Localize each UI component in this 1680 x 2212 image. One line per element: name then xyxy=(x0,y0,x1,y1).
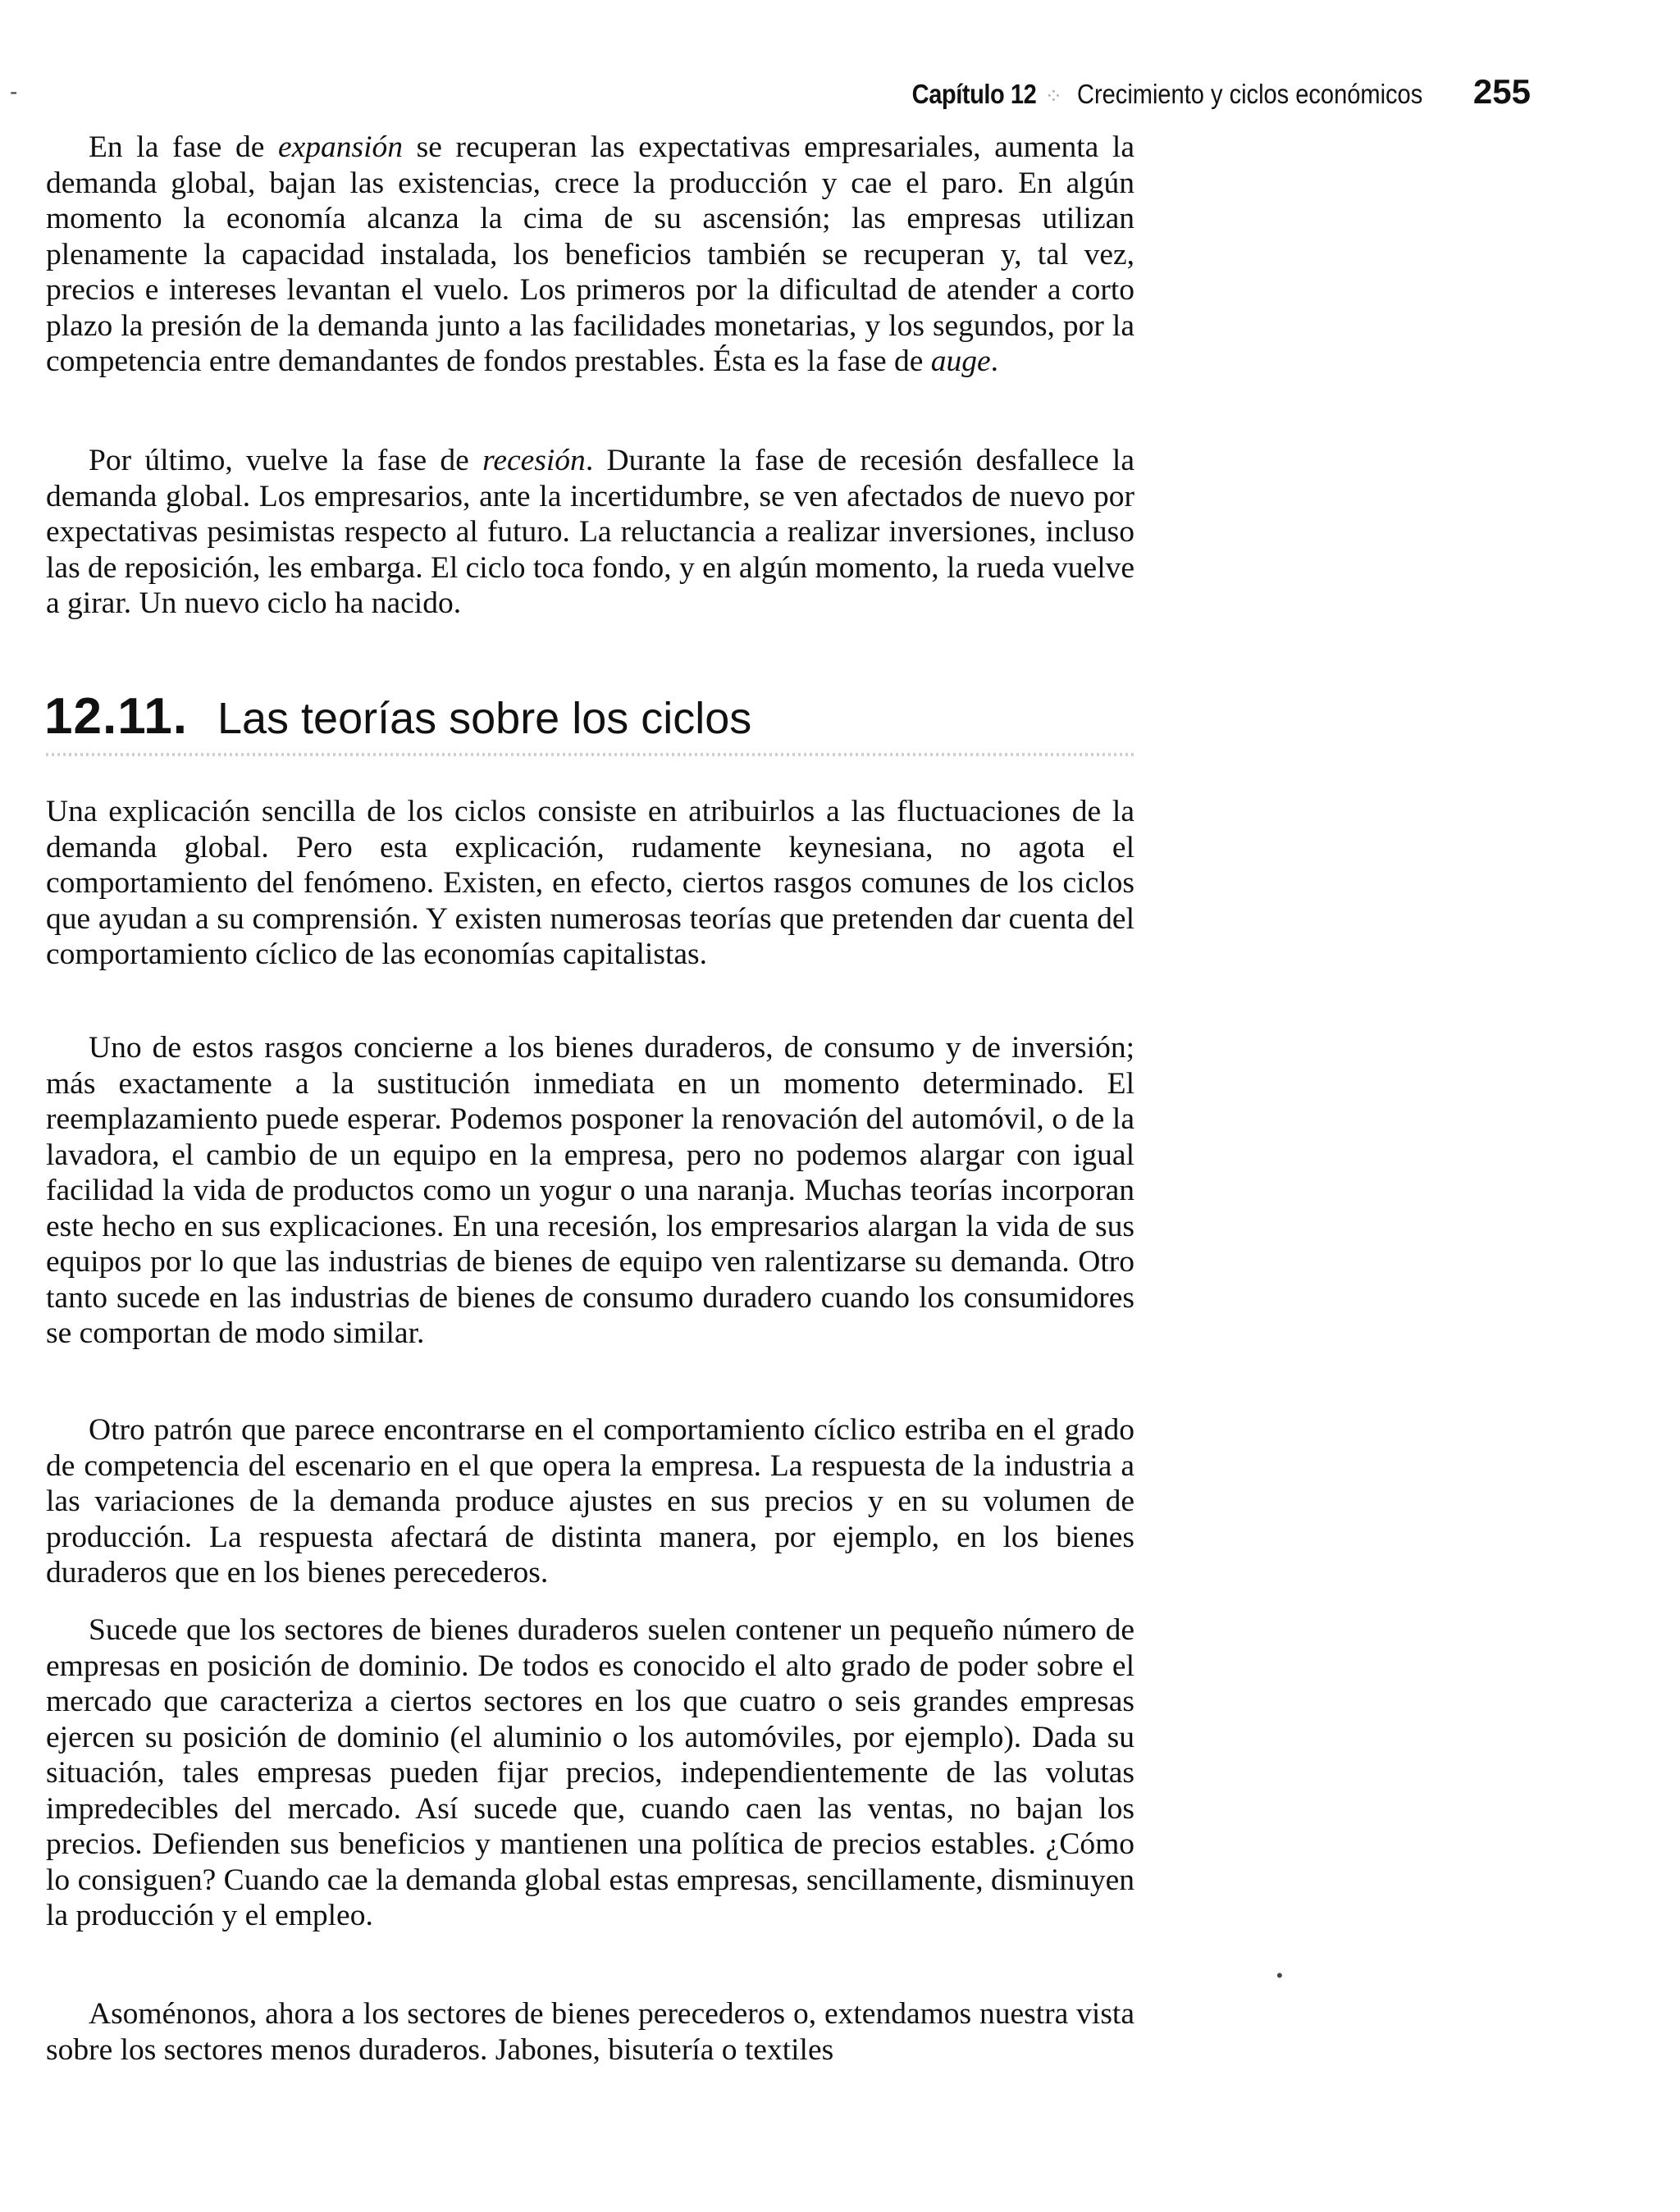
stray-mark-right-margin: • xyxy=(1276,1965,1283,1986)
chapter-label: Capítulo 12 xyxy=(911,79,1037,109)
separator-ornament: ⁘ xyxy=(1044,84,1063,108)
page-number: 255 xyxy=(1472,72,1531,111)
paragraph-text: En la fase de xyxy=(89,130,278,164)
stray-mark-top-left: - xyxy=(10,79,18,104)
chapter-title: Crecimiento y ciclos económicos xyxy=(1077,79,1423,109)
section-number: 12.11. xyxy=(44,688,188,745)
paragraph-text: Por último, vuelve la fase de xyxy=(89,444,483,477)
heading-rule xyxy=(46,753,1134,756)
paragraph-dominant-firms: Sucede que los sectores de bienes duraderos suelen contener un pequeño número de empresas en posición de dominio. De todos es conocido el alto grado de poder sobre el mercado que caracteriza a ciertos sectores en los que cuatro o seis grandes empresas ejercen su posición de dominio (el aluminio o los automóviles, por ejemplo). Dada su situación, tales empresas pueden fijar precios, independientemente de las volutas impredecibles del mercado. Así sucede que, cuando caen las ventas, no bajan los precios. Defienden sus beneficios y mantienen una política de precios estables. ¿Cómo lo consiguen? Cuando cae la demanda global estas empresas, sencillamente, disminuyen la producción y el empleo. xyxy=(46,1613,1134,1932)
paragraph-text: . xyxy=(990,344,999,378)
paragraph-competition: Otro patrón que parece encontrarse en el comportamiento cíclico estriba en el grado de competencia del escenario en el que opera la empresa. La respuesta de la industria a las variaciones de la demanda produce ajustes en sus precios y en su volumen de producción. La respuesta afectará de distinta manera, por ejemplo, en los bienes duraderos que en los bienes perecederos. xyxy=(46,1413,1134,1589)
term-recesion: recesión xyxy=(482,444,586,477)
paragraph-text: . Durante la fase de recesión desfallece la demanda global. Los empresarios, ante la incertidumbre, se ven afectados de nuevo por expectativas pesimistas respecto al futuro. La reluctancia a realizar inversiones, incluso las de reposición, les embarga. El ciclo toca fondo, y en algún momento, la rueda vuelve a girar. Un nuevo ciclo ha nacido. xyxy=(46,444,1135,620)
section-title: Las teorías sobre los ciclos xyxy=(217,694,752,743)
paragraph-intro-cycles: Una explicación sencilla de los ciclos consiste en atribuirlos a las fluctuaciones de la demanda global. Pero esta explicación, rudamente keynesiana, no agota el comportamiento del fenómeno. Existen, en efecto, ciertos rasgos comunes de los ciclos que ayudan a su comprensión. Y existen numerosas teorías que pretenden dar cuenta del comportamiento cíclico de las economías capitalistas. xyxy=(46,795,1134,971)
term-expansion: expansión xyxy=(277,130,404,164)
paragraph-durable-goods: Uno de estos rasgos concierne a los bienes duraderos, de consumo y de inversión; más exactamente a la sustitución inmediata en un momento determinado. El reemplazamiento puede esperar. Podemos posponer la renovación del automóvil, o de la lavadora, el cambio de un equipo en la empresa, pero no podemos alargar con igual facilidad la vida de productos como un yogur o una naranja. Muchas teorías incorporan este hecho en sus explicaciones. En una recesión, los empresarios alargan la vida de sus equipos por lo que las industrias de bienes de equipo ven ralentizarse su demanda. Otro tanto sucede en las industrias de bienes de consumo duradero cuando los consumidores se comportan de modo similar. xyxy=(46,1031,1134,1350)
paragraph-expansion xyxy=(46,130,1134,380)
term-auge: auge xyxy=(930,344,991,378)
section-heading xyxy=(44,687,751,746)
paragraph-perishable-goods: Asoménonos, ahora a los sectores de bienes perecederos o, extendamos nuestra vista sobre los sectores menos duraderos. Jabones, bisutería o textiles xyxy=(46,1997,1134,2067)
paragraph-recession xyxy=(46,443,1134,622)
paragraph-text: se recuperan las expectativas empresariales, aumenta la demanda global, bajan las existencias, crece la producción y cae el paro. En algún momento la economía alcanza la cima de su ascensión; las empresas utilizan plenamente la capacidad instalada, los beneficios también se recuperan y, tal vez, precios e intereses levantan el vuelo. Los primeros por la dificultad de atender a corto plazo la presión de la demanda junto a las facilidades monetarias, y los segundos, por la competencia entre demandantes de fondos prestables. Ésta es la fase de xyxy=(46,130,1134,378)
running-head xyxy=(895,72,1531,112)
